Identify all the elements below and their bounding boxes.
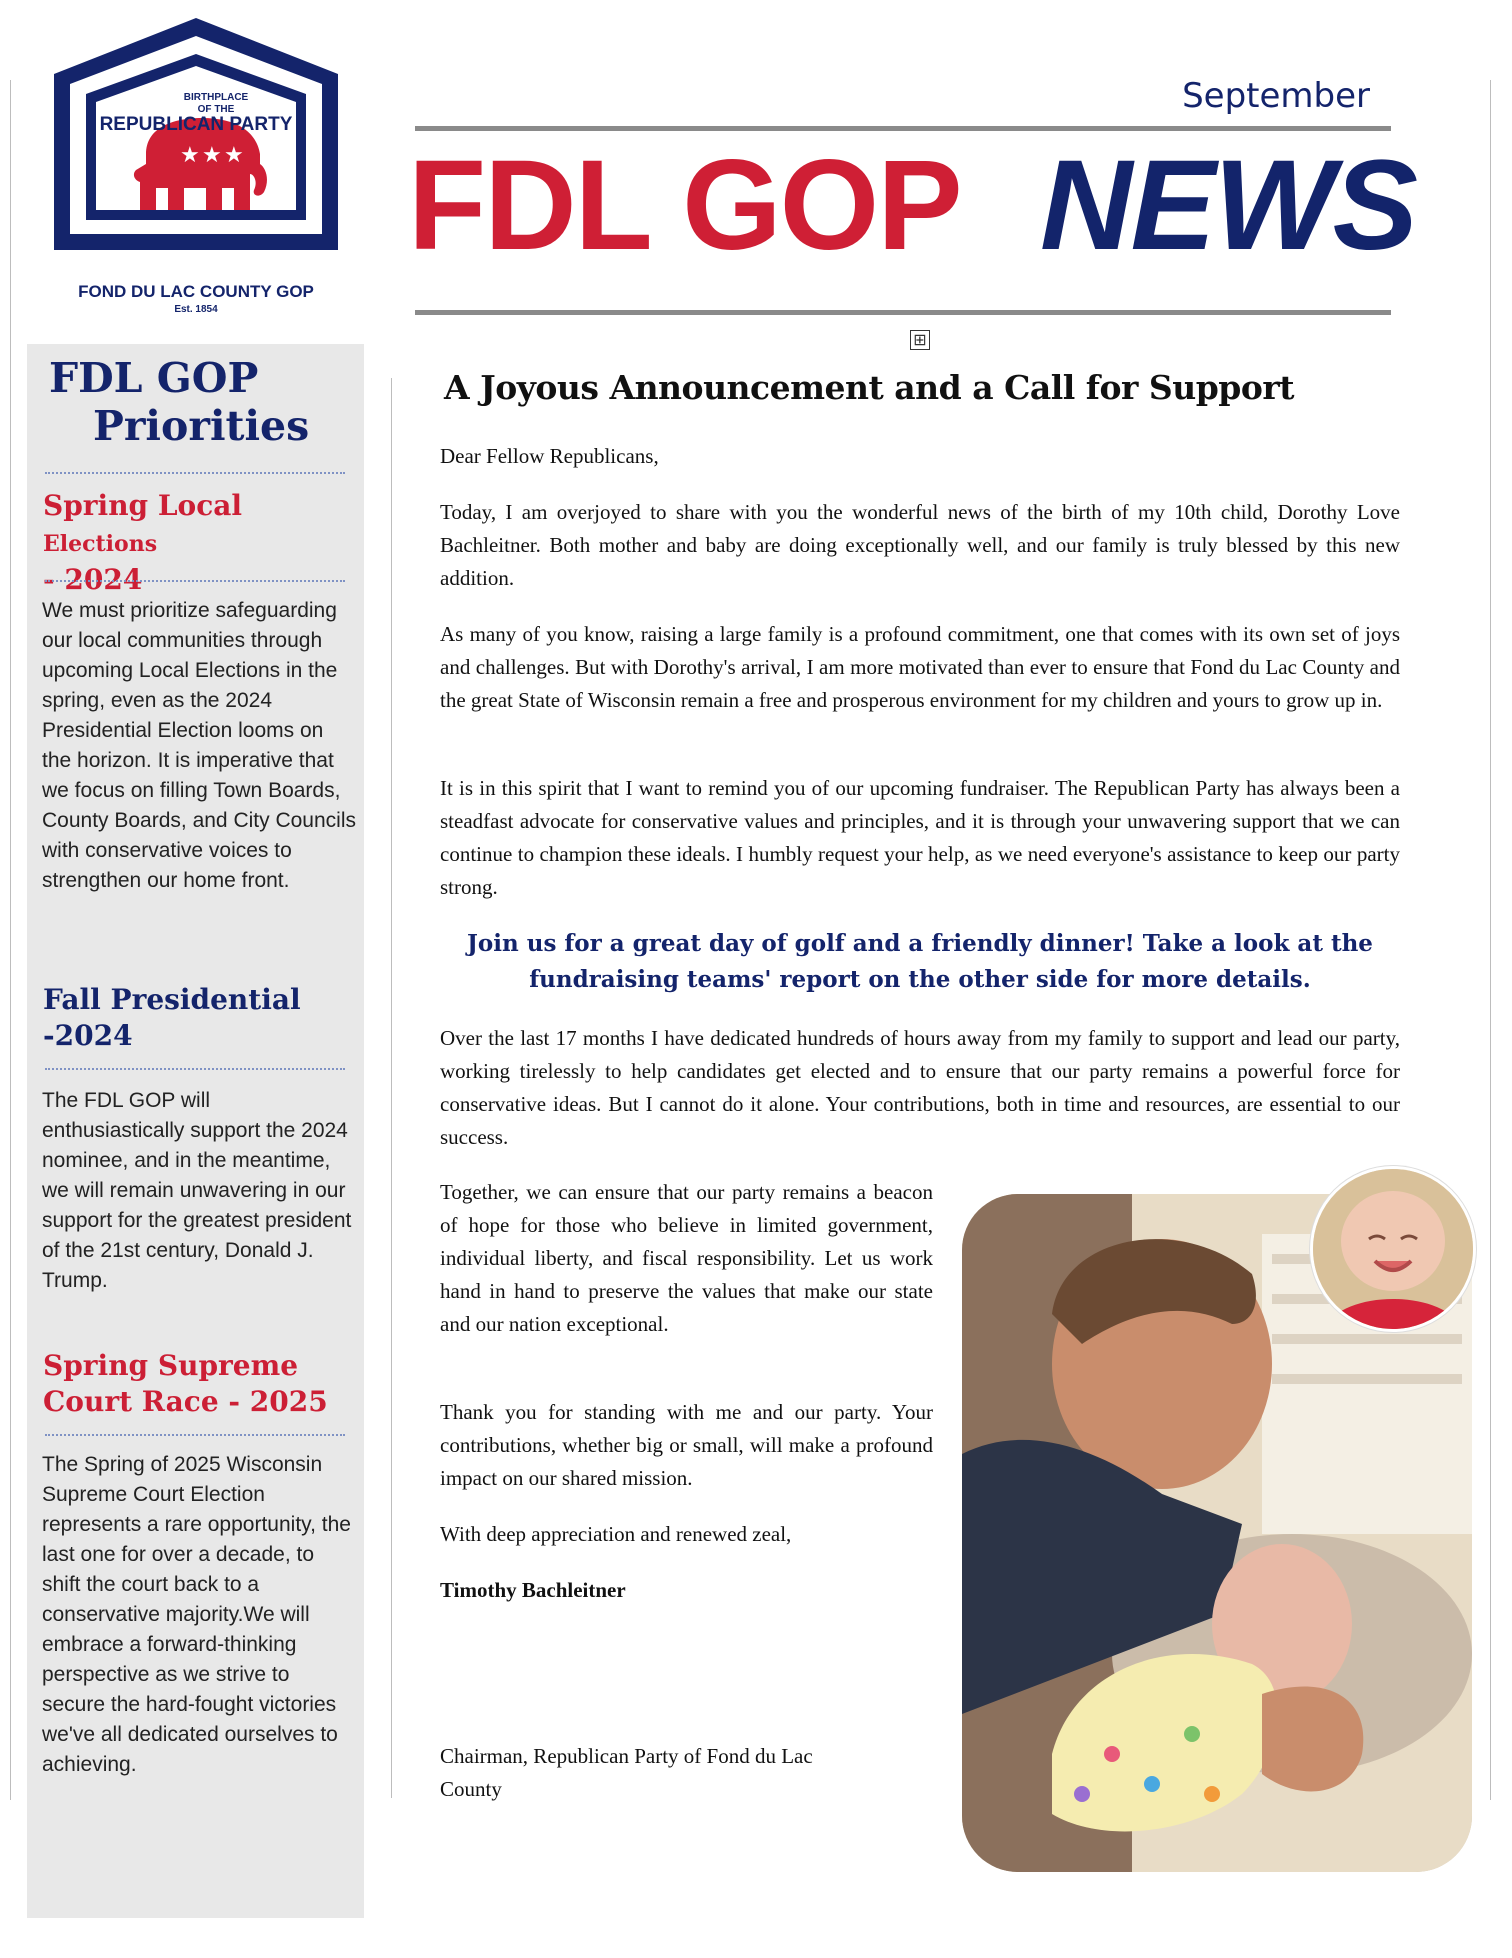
article-paragraph: Together, we can ensure that our party remains a beacon of hope for those who believe in limited government, individual liberty, and fiscal responsibility. Let us work hand in hand to preserve the values that make our state and our nation exceptional. (440, 1180, 933, 1336)
svg-text:★: ★ (202, 143, 222, 168)
article-paragraph: As many of you know, raising a large family is a profound commitment, one that comes with its own set of joys and challenges. But with Dorothy's arrival, I am more motivated than ever to ensure that Fond du Lac County and the great State of Wisconsin remain a free and prosperous environment for my children and yours to grow up in. (440, 622, 1400, 712)
baby-illustration (1313, 1169, 1473, 1329)
expand-icon[interactable]: ⊞ (910, 330, 930, 350)
baby-portrait-inset (1310, 1166, 1476, 1332)
article-salutation: Dear Fellow Republicans, (440, 444, 659, 468)
logo-party-name: REPUBLICAN PARTY (99, 114, 293, 135)
article-paragraph: Over the last 17 months I have dedicated hundreds of hours away from my family to support and lead our party, working tirelessly to help candidates get elected and to ensure that our party remains a powerful force for conservative ideas. But I cannot do it alone. Your contributions, both in time and resources, are essential to our success. (440, 1026, 1400, 1149)
divider (45, 1434, 345, 1436)
divider (45, 472, 345, 474)
right-margin-line (1490, 80, 1491, 1800)
column-divider-line (391, 378, 392, 1798)
section-heading-spring-local: Spring Local Elections - 2024 (43, 489, 243, 596)
section-body-fall-presidential: The FDL GOP will enthusiastically support the 2024 nominee, and in the meantime, we will remain unwavering in our support for the greatest president of the 21st century, Donald J. Trump. (42, 1089, 352, 1292)
svg-text:★: ★ (224, 143, 244, 168)
priorities-sidebar (27, 344, 364, 1918)
signer-title-line1: Chairman, Republican Party of Fond du Lac (440, 1744, 813, 1768)
article-headline: A Joyous Announcement and a Call for Support (444, 368, 1294, 407)
divider (45, 580, 345, 582)
article-paragraph: Thank you for standing with me and our party. Your contributions, whether big or small, will make a profound impact on our shared mission. (440, 1400, 933, 1490)
article-paragraph: Today, I am overjoyed to share with you the wonderful news of the birth of my 10th child, Dorothy Love Bachleitner. Both mother and baby are doing exceptionally well, and our family is truly blessed by this new addition. (440, 500, 1400, 590)
party-logo (48, 14, 344, 324)
logo-arc-line2: OF THE (197, 104, 235, 115)
svg-text:★: ★ (180, 143, 200, 168)
divider (45, 1068, 345, 1070)
signer-title-line2: County (440, 1777, 502, 1801)
fundraiser-callout (440, 926, 1400, 998)
callout-line2: fundraising teams' report on the other side for more details. (529, 966, 1311, 993)
callout-line1: Join us for a great day of golf and a friendly dinner! Take a look at the (467, 930, 1373, 957)
masthead-bottom-rule (415, 310, 1391, 315)
logo-org-name: FOND DU LAC COUNTY GOP (78, 282, 314, 301)
section-heading-supreme-court: Spring Supreme Court Race - 2025 (43, 1349, 328, 1418)
section-body-supreme-court: The Spring of 2025 Wisconsin Supreme Court Election represents a rare opportunity, the last one for over a decade, to shift the court back to a conservative majority.We will embrace a forward-thinking perspective as we strive to secure the hard-fought victories we've all dedicated ourselves to achieving. (42, 1453, 351, 1776)
masthead-top-rule (415, 126, 1391, 131)
section-heading-fall-presidential: Fall Presidential -2024 (43, 983, 301, 1052)
signer-name: Timothy Bachleitner (440, 1578, 626, 1602)
sidebar-title-line2: Priorities (93, 402, 310, 450)
masthead-title-news: NEWS (1040, 134, 1416, 277)
left-margin-line (10, 80, 11, 1800)
closing-line: With deep appreciation and renewed zeal, (440, 1522, 792, 1546)
sidebar-title (49, 354, 309, 450)
issue-month: September (1182, 76, 1370, 116)
section-body-spring-local: We must prioritize safeguarding our local communities through upcoming Local Elections in the spring, even as the 2024 Presidential Election looms on the horizon. It is imperative that we focus on filling Town Boards, County Boards, and City Councils with conservative voices to strengthen our home front. (42, 599, 356, 892)
article-paragraph: It is in this spirit that I want to remind you of our upcoming fundraiser. The Republican Party has always been a steadfast advocate for conservative values and principles, and it is through your unwavering support that we can continue to champion these ideals. I humbly request your help, as we need everyone's assistance to keep our party strong. (440, 776, 1400, 899)
logo-est: Est. 1854 (174, 304, 218, 315)
logo-arc-line1: BIRTHPLACE (183, 92, 249, 103)
masthead-title-fdl-gop: FDL GOP (408, 134, 961, 277)
sidebar-title-line1: FDL GOP (49, 354, 259, 402)
